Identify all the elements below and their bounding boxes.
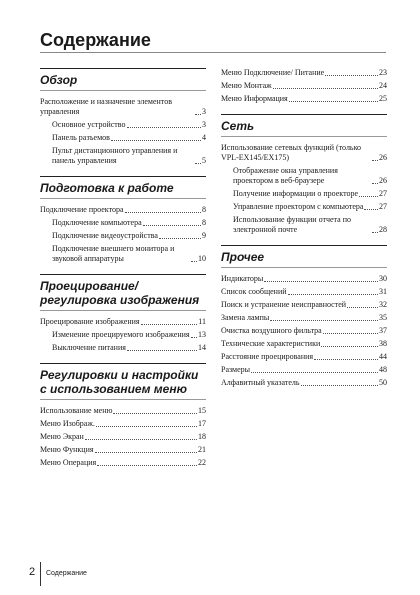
dot-leader [359, 196, 378, 197]
dot-leader [97, 465, 197, 466]
toc-entry-page: 31 [379, 287, 387, 296]
toc-entry-page: 25 [379, 94, 387, 103]
dot-leader [96, 426, 197, 427]
toc-entry-page: 4 [202, 133, 206, 142]
toc-entry[interactable] [221, 94, 387, 104]
dot-leader [273, 88, 378, 89]
toc-entry-page: 37 [379, 326, 387, 335]
toc-entry[interactable] [40, 231, 206, 241]
toc-entry-page: 27 [379, 202, 387, 211]
toc-entry-page: 11 [198, 317, 206, 326]
dot-leader [289, 101, 378, 102]
toc-entry-text: Использование функции отчета по электронной почте [233, 215, 351, 234]
dot-leader [127, 127, 201, 128]
footer-page-number: 2 [29, 566, 36, 578]
toc-entry-text: Размеры [221, 365, 251, 374]
dot-leader [85, 439, 197, 440]
toc-entry-text: Замена лампы [221, 313, 270, 322]
toc-entry-text: Использование сетевых функций (только VPL-EX145/EX175) [221, 143, 362, 162]
toc-section [221, 68, 387, 104]
toc-entry[interactable] [40, 120, 206, 130]
toc-entry[interactable] [221, 365, 387, 375]
toc-entry[interactable] [221, 339, 387, 349]
toc-entry[interactable] [221, 81, 387, 91]
toc-entry-text: Индикаторы [221, 274, 264, 283]
toc-entry-page: 30 [379, 274, 387, 283]
dot-leader [251, 372, 378, 373]
toc-entry-text: Меню Функция [40, 445, 94, 454]
toc-entry-page: 32 [379, 300, 387, 309]
section-heading: Регулировки и настройки с использованием меню [40, 363, 206, 400]
toc-entry-page: 22 [198, 458, 206, 467]
dot-leader [372, 232, 378, 233]
toc-column-right [221, 68, 387, 398]
toc-entry-text: Панель разъемов [52, 133, 110, 142]
page-title: Содержание [40, 30, 151, 50]
toc-entry-page: 14 [198, 343, 206, 352]
dot-leader [191, 337, 197, 338]
toc-entry-page: 8 [202, 218, 206, 227]
toc-entry-text: Пульт дистанционного управления и панель управления [52, 146, 178, 165]
toc-entry[interactable] [40, 458, 206, 468]
toc-entry[interactable] [40, 419, 206, 429]
toc-entry-page: 3 [202, 107, 206, 116]
toc-entry-page: 5 [202, 156, 206, 165]
toc-entry-page: 13 [198, 330, 206, 339]
toc-entry-page: 17 [198, 419, 206, 428]
toc-entry-page: 23 [379, 68, 387, 77]
toc-section [40, 363, 206, 468]
section-heading: Подготовка к работе [40, 176, 206, 199]
toc-entry-page: 27 [379, 189, 387, 198]
toc-entry[interactable] [221, 215, 387, 235]
toc-entry[interactable] [40, 330, 206, 340]
toc-entry-text: Список сообщений [221, 287, 287, 296]
toc-entry[interactable] [221, 274, 387, 284]
toc-entry[interactable] [221, 189, 387, 199]
toc-entry-text: Основное устройство [52, 120, 126, 129]
toc-entry-text: Подключение проектора [40, 205, 124, 214]
toc-entry-page: 10 [198, 254, 206, 263]
toc-entry[interactable] [221, 352, 387, 362]
toc-entry-text: Использование меню [40, 406, 113, 415]
dot-leader [372, 160, 378, 161]
toc-entry-page: 8 [202, 205, 206, 214]
section-heading: Обзор [40, 68, 206, 91]
toc-entry[interactable] [40, 432, 206, 442]
toc-entry-text: Меню Монтаж [221, 81, 272, 90]
toc-entry-text: Поиск и устранение неисправностей [221, 300, 347, 309]
toc-entry[interactable] [221, 300, 387, 310]
dot-leader [195, 114, 201, 115]
toc-entry-text: Очистка воздушного фильтра [221, 326, 322, 335]
toc-entry[interactable] [221, 326, 387, 336]
toc-entry[interactable] [221, 68, 387, 78]
toc-entry-text: Изменение проецируемого изображения [52, 330, 190, 339]
dot-leader [111, 140, 201, 141]
toc-entry[interactable] [40, 218, 206, 228]
toc-section [40, 176, 206, 264]
toc-entry-text: Меню Изображ. [40, 419, 95, 428]
toc-entry[interactable] [221, 166, 387, 186]
toc-entry-page: 48 [379, 365, 387, 374]
toc-entry[interactable] [40, 445, 206, 455]
toc-entry[interactable] [40, 97, 206, 117]
toc-entry-page: 50 [379, 378, 387, 387]
toc-entry-text: Меню Подключение/ Питание [221, 68, 325, 77]
dot-leader [127, 350, 197, 351]
dot-leader [113, 413, 197, 414]
toc-entry-text: Расположение и назначение элементов управления [40, 97, 172, 116]
toc-entry-text: Технические характеристики [221, 339, 321, 348]
toc-entry-text: Алфавитный указатель [221, 378, 300, 387]
toc-entry[interactable] [221, 202, 387, 212]
toc-column-left [40, 68, 206, 478]
toc-entry-page: 44 [379, 352, 387, 361]
toc-entry-page: 9 [202, 231, 206, 240]
dot-leader [264, 281, 378, 282]
toc-entry-text: Подключение видеоустройства [52, 231, 158, 240]
toc-section [221, 114, 387, 235]
footer-divider [40, 562, 41, 586]
section-heading: Сеть [221, 114, 387, 137]
section-heading: Прочее [221, 245, 387, 268]
toc-entry-text: Меню Экран [40, 432, 84, 441]
toc-entry[interactable] [40, 343, 206, 353]
dot-leader [301, 385, 378, 386]
toc-entry-page: 35 [379, 313, 387, 322]
dot-leader [347, 307, 378, 308]
toc-entry[interactable] [40, 133, 206, 143]
toc-entry-page: 26 [379, 153, 387, 162]
toc-section [40, 68, 206, 166]
dot-leader [143, 225, 201, 226]
toc-entry-page: 18 [198, 432, 206, 441]
toc-entry-page: 28 [379, 225, 387, 234]
dot-leader [372, 183, 378, 184]
toc-entry-text: Меню Операция [40, 458, 97, 467]
toc-entry[interactable] [40, 317, 206, 327]
toc-entry-page: 24 [379, 81, 387, 90]
title-rule [40, 52, 386, 53]
toc-entry-text: Меню Информация [221, 94, 288, 103]
toc-section [221, 245, 387, 388]
toc-entry-text: Проецирование изображения [40, 317, 140, 326]
dot-leader [141, 324, 198, 325]
toc-entry-page: 38 [379, 339, 387, 348]
dot-leader [325, 75, 378, 76]
toc-entry-text: Подключение внешнего монитора и звуковой аппаратуры [52, 244, 175, 263]
toc-entry-text: Расстояние проецирования [221, 352, 314, 361]
dot-leader [191, 261, 197, 262]
dot-leader [159, 238, 201, 239]
dot-leader [288, 294, 378, 295]
dot-leader [314, 359, 378, 360]
toc-entry[interactable] [221, 287, 387, 297]
toc-entry-text: Выключение питания [52, 343, 126, 352]
dot-leader [321, 346, 378, 347]
dot-leader [364, 209, 378, 210]
toc-entry-text: Управление проектором с компьютера [233, 202, 364, 211]
toc-section [40, 274, 206, 353]
toc-entry[interactable] [221, 313, 387, 323]
toc-entry-page: 3 [202, 120, 206, 129]
toc-entry[interactable] [221, 378, 387, 388]
toc-entry-text: Подключение компьютера [52, 218, 142, 227]
toc-entry[interactable] [40, 205, 206, 215]
footer-label: Содержание [46, 570, 87, 577]
toc-entry-text: Отображение окна управления проектором в веб-браузере [233, 166, 338, 185]
dot-leader [323, 333, 378, 334]
toc-entry[interactable] [221, 143, 387, 163]
toc-entry-page: 21 [198, 445, 206, 454]
toc-entry-page: 15 [198, 406, 206, 415]
toc-entry-text: Получение информации о проекторе [233, 189, 359, 198]
toc-entry-page: 26 [379, 176, 387, 185]
dot-leader [195, 163, 201, 164]
toc-entry[interactable] [40, 146, 206, 166]
dot-leader [125, 212, 201, 213]
dot-leader [270, 320, 378, 321]
dot-leader [95, 452, 197, 453]
section-heading: Проецирование/ регулировка изображения [40, 274, 206, 311]
toc-entry[interactable] [40, 406, 206, 416]
toc-entry[interactable] [40, 244, 206, 264]
